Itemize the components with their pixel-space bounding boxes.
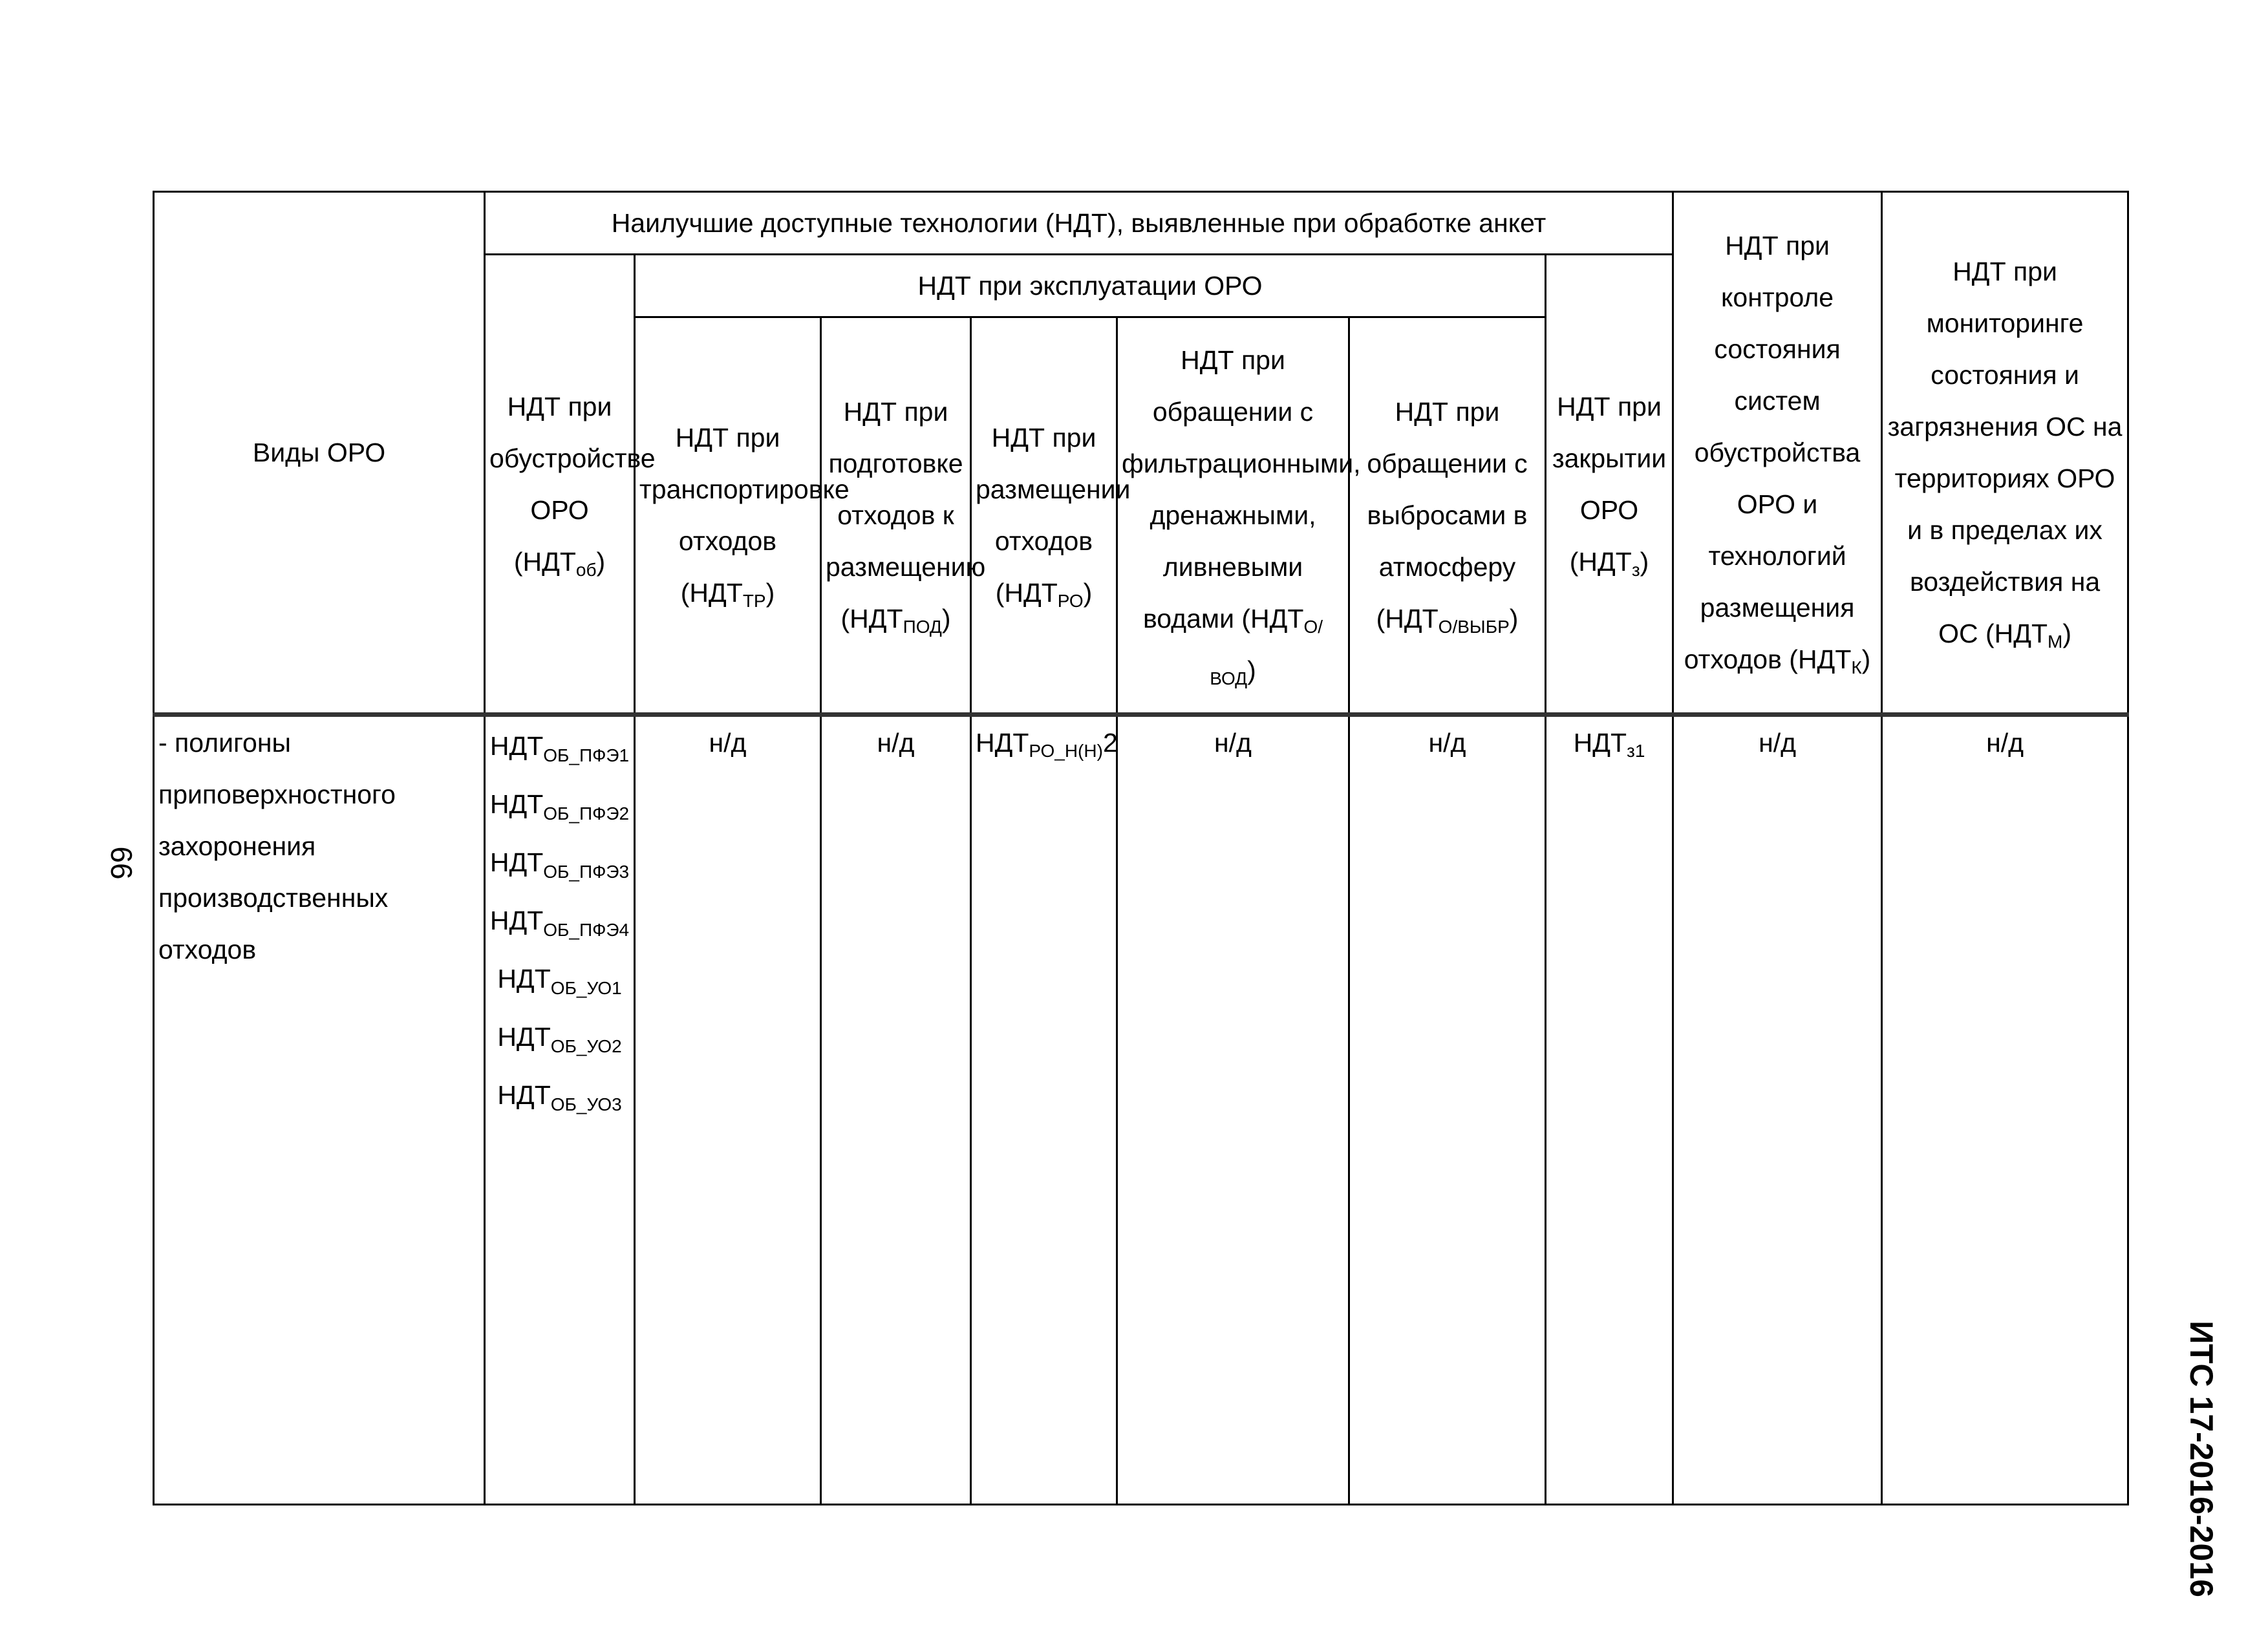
header-tr: НДТ при транспортировке отходов (НДТТР) bbox=[635, 317, 821, 715]
header-vybr: НДТ при обращении с выбросами в атмосферу (НДТО/ВЫБР) bbox=[1349, 317, 1546, 715]
ndt-ob-item: $НДТ_{ОБ\_УО1}$ bbox=[497, 964, 622, 998]
table-row bbox=[154, 715, 2128, 1505]
page-number: 66 bbox=[105, 846, 138, 880]
cell-z: НДТз1 bbox=[1546, 715, 1673, 1505]
cell-vod: н/д bbox=[1117, 715, 1349, 1505]
header-pod: НДТ при подготовке отходов к размещению (НДТПОД) bbox=[821, 317, 971, 715]
ndt-ob-item: $НДТ_{ОБ\_УО2}$ bbox=[497, 1022, 622, 1056]
ndt-ob-item: $НДТ_{ОБ\_ПФЭ3}$ bbox=[489, 847, 630, 882]
ndt-ob-item: $НДТ_{ОБ\_ПФЭ1}$ bbox=[489, 731, 630, 765]
cell-m: н/д bbox=[1882, 715, 2128, 1505]
header-k: НДТ при контроле состояния систем обустройства ОРО и технологий размещения отходов (НДТК) bbox=[1673, 192, 1882, 715]
header-ro: НДТ при размещении отходов (НДТРО) bbox=[971, 317, 1117, 715]
header-vod: НДТ при обращении с фильтрационными, дренажными, ливневыми водами (НДТО/ВОД) bbox=[1117, 317, 1349, 715]
ndt-ob-item: $НДТ_{ОБ\_ПФЭ4}$ bbox=[489, 906, 630, 940]
ndt-table bbox=[153, 191, 2129, 1505]
cell-ob bbox=[485, 715, 635, 1505]
header-z: НДТ при закрытии ОРО (НДТз) bbox=[1546, 255, 1673, 715]
cell-tr: н/д bbox=[635, 715, 821, 1505]
cell-k: н/д bbox=[1673, 715, 1882, 1505]
document-code: ИТС 17-2016-2016 bbox=[2183, 1321, 2220, 1597]
header-group: Наилучшие доступные технологии (НДТ), выявленные при обработке анкет bbox=[485, 192, 1673, 255]
header-row-1 bbox=[154, 192, 2128, 255]
header-types: Виды ОРО bbox=[154, 192, 485, 715]
cell-vybr: н/д bbox=[1349, 715, 1546, 1505]
header-ob: НДТ при обустройстве ОРО (НДТоб) bbox=[485, 255, 635, 715]
header-m: НДТ при мониторинге состояния и загрязнения ОС на территориях ОРО и в пределах их воздействия на ОС (НДТМ) bbox=[1882, 192, 2128, 715]
header-subgroup: НДТ при эксплуатации ОРО bbox=[635, 255, 1546, 317]
ndt-ob-item: $НДТ_{ОБ\_ПФЭ2}$ bbox=[489, 789, 630, 824]
cell-type: - полигоны приповерхностного захоронения производственных отходов bbox=[154, 715, 485, 1505]
ndt-ob-item: $НДТ_{ОБ\_УО3}$ bbox=[497, 1080, 622, 1114]
cell-ro: НДТРО_Н(Н)2 bbox=[971, 715, 1117, 1505]
cell-pod: н/д bbox=[821, 715, 971, 1505]
